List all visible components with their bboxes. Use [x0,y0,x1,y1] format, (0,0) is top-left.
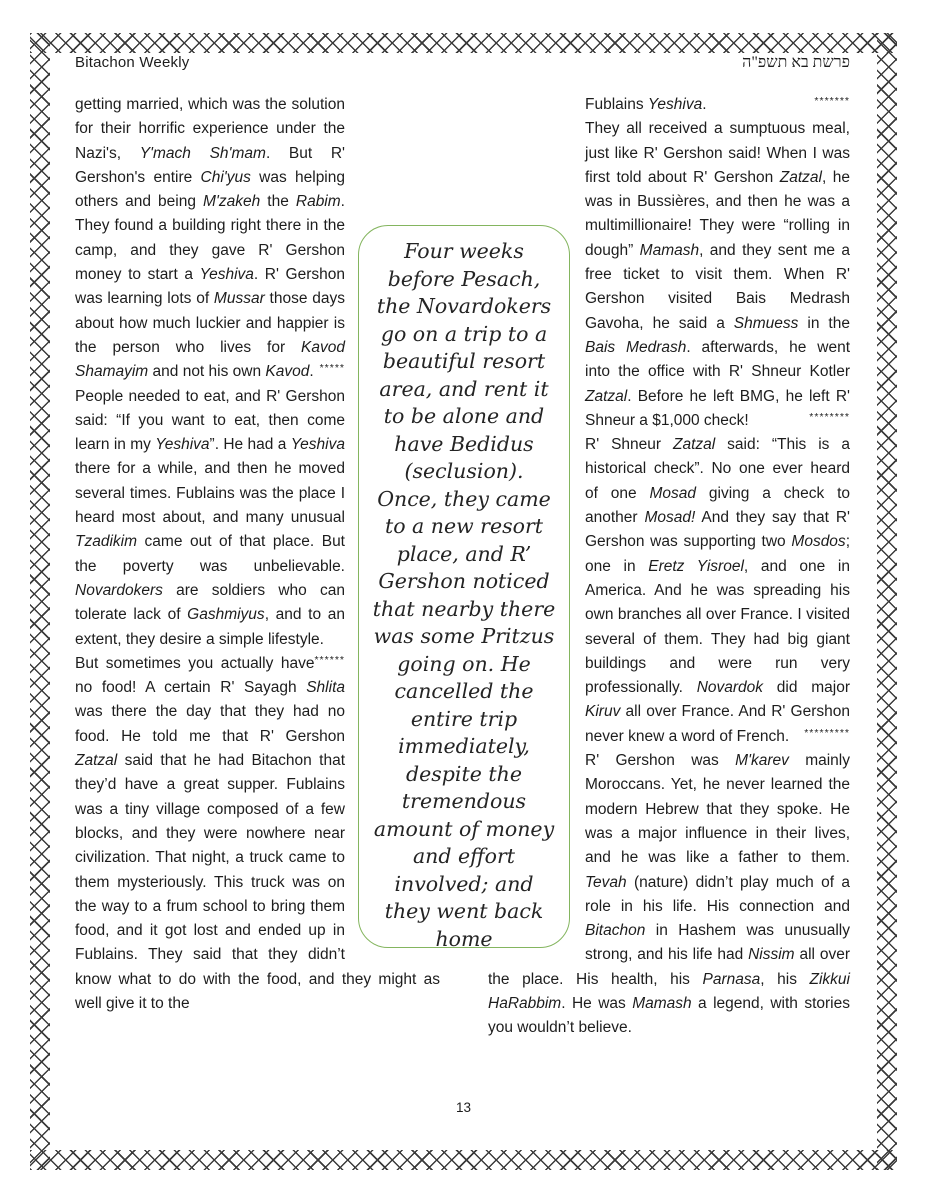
page-number: 13 [455,1100,472,1115]
paragraph: R' Shneur Zatzal said: “This is a historical check”. No one ever heard of one Mosad giving a check to another Mosad! And they say that R' Gershon was supporting two Mosdos; one in Eretz Yisroel, and one in America. And he was spreading his own branches all over France. I visited several of them. They had big giant buildings and were run very professionally. Novardok did major Kiruv all over France. And R' Gershon never knew a word of French. ********* [585,436,850,745]
page-border-left [30,33,50,1170]
page-border-top [30,33,897,53]
paragraph: They all received a sumptuous meal, just like R' Gershon said! When I was first told about R' Gershon Zatzal, he was in Bussières, and then he was a multimillionaire! They were “rolling in dough” Mamash, and they sent me a free ticket to visit them. When R' Gershon visited Bais Medrash Gavoha, he said a Shmuess in the Bais Medrash. afterwards, he went into the office with R' Shneur Kotler Zatzal. Before he left BMG, he left R' Shneur a $1,000 check! ******** [585,120,851,429]
article-body [75,93,850,1041]
page-border-right [877,33,897,1170]
parsha-title-hebrew: פרשת בא תשפ"ה [742,54,850,71]
page-border-bottom [30,1150,897,1170]
section-separator-stars: ******** [809,410,850,423]
paragraph: People needed to eat, and R' Gershon said: “If you want to eat, then come learn in my Yeshiva”. He had a Yeshiva there for a while, and then he moved several times. Fublains was the place I heard most about, and many unusual Tzadikim came out of that place. But the poverty was unbelievable. Novardokers are soldiers who can tolerate lack of Gashmiyus, and to an extent, they desire a simple lifestyle. ****** [75,385,440,652]
paragraph: R' Gershon was M'karev mainly Moroccans. Yet, he never learned the modern Hebrew that they spoke. He was a major influence in their lives, and he was like a father to them. Tevah (nature) didn’t play much of a role in his life. His connection and Bitachon in Hashem was unusually strong, and his life had Nissim all over the place. His health, his Parnasa, his Zikkui HaRabbim. He was Mamash a legend, with stories you wouldn’t believe. [488,752,850,1037]
paragraph: Fublains Yeshiva. ******* [488,93,850,117]
pull-quote-text: Four weeks before Pesach, the Novardokers go on a trip to a beautiful resort area, and rent it to be alone and have Bedidus (seclusion). Once, they came to a new resort place, and R’ Gershon noticed that nearby there was some Pritzus going on. He cancelled the entire trip immediately, despite the tremendous amount of money and effort involved; and they went back home [372,239,556,951]
section-separator-stars: ****** [314,653,345,666]
paragraph: But sometimes you actually have no food! A certain R' Sayagh Shlita was there the day that they had no food. He told me that R' Gershon Zatzal said that he had Bitachon that they’d have a great supper. Fublains was a tiny village composed of a few blocks, and they were nowhere near civilization. That night, a truck came to them mysteriously. This truck was on the way to a frum school to bring them food, and it got lost and ended up in Fublains. They said that they didn’t know what to do with the food, and they might as well give it to the [75,654,440,1012]
paragraph: getting married, which was the solution for their horrific experience under the Nazi's, Y'mach Sh'mam. But R' Gershon's entire Chi'yus was helping others and being M'zakeh the Rabim. They found a building right there in the camp, and they gave R' Gershon money to start a Yeshiva. R' Gershon was learning lots of Mussar those days about how much luckier and happier is the person who lives for Kavod Shamayim and not his own Kavod. ***** [75,96,345,381]
section-separator-stars: ******* [814,95,850,107]
pull-quote-box [358,225,570,951]
page-header [75,54,850,72]
section-separator-stars: ***** [319,362,345,375]
page-content [75,54,850,1041]
newsletter-title: Bitachon Weekly [75,54,190,71]
section-separator-stars: ********* [804,726,850,739]
